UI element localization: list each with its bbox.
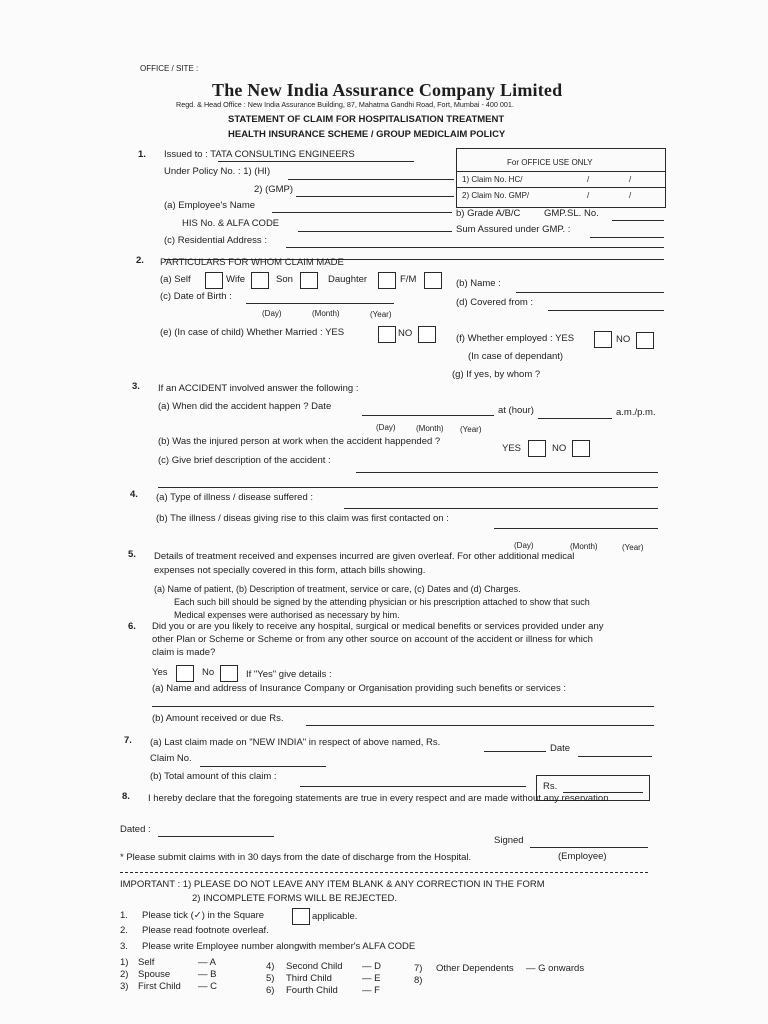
wife-checkbox[interactable] bbox=[251, 272, 269, 289]
illness-month: (Month) bbox=[570, 542, 598, 551]
dashed-separator bbox=[120, 872, 648, 873]
daughter-label: Daughter bbox=[328, 274, 368, 285]
claim-no-hc: 1) Claim No. HC/ bbox=[462, 175, 523, 184]
claim-no-label: Claim No. bbox=[150, 753, 192, 764]
illness-first-contacted-field[interactable] bbox=[494, 528, 658, 529]
accident-description-label: (c) Give brief description of the accident : bbox=[158, 455, 331, 466]
illness-year: (Year) bbox=[622, 543, 644, 552]
illness-type-label: (a) Type of illness / disease suffered : bbox=[156, 492, 314, 503]
note-2-number: 2. bbox=[120, 925, 128, 936]
employed-no-checkbox[interactable] bbox=[636, 332, 654, 349]
covered-from-label: (d) Covered from : bbox=[456, 297, 534, 308]
by-whom-label: (g) If yes, by whom ? bbox=[452, 369, 541, 380]
his-alfa-field[interactable] bbox=[298, 231, 452, 232]
dob-label: (c) Date of Birth : bbox=[160, 291, 232, 302]
total-claim-field[interactable] bbox=[300, 786, 526, 787]
code-3-label: First Child bbox=[138, 981, 181, 992]
covered-from-field[interactable] bbox=[548, 310, 664, 311]
note-2-text: Please read footnote overleaf. bbox=[142, 925, 269, 936]
note-1-number: 1. bbox=[120, 910, 128, 921]
code-2-label: Spouse bbox=[138, 969, 171, 980]
office-site-label: OFFICE / SITE : bbox=[140, 64, 199, 73]
gmp-slash-1: / bbox=[587, 191, 590, 200]
at-work-yes-label: YES bbox=[502, 443, 522, 454]
hc-slash-1: / bbox=[587, 175, 590, 184]
section-6-line-2: other Plan or Scheme or Scheme or from any other source on account of the accident or illness for which bbox=[152, 634, 593, 645]
benefits-no-checkbox[interactable] bbox=[220, 665, 238, 682]
claim-no-field[interactable] bbox=[200, 766, 326, 767]
section-5-line-1: Details of treatment received and expenses incurred are given overleaf. For other additional medical bbox=[154, 551, 575, 562]
code-1-number: 1) bbox=[120, 957, 129, 968]
fm-checkbox[interactable] bbox=[424, 272, 442, 289]
employed-label: (f) Whether employed : YES bbox=[456, 333, 575, 344]
last-claim-amount-field[interactable] bbox=[484, 751, 546, 752]
company-address: Regd. & Head Office : New India Assurance Building, 87, Mahatma Gandhi Road, Fort, Mumbai - 400 001. bbox=[176, 100, 514, 109]
at-work-yes-checkbox[interactable] bbox=[528, 440, 546, 457]
code-4-label: Second Child bbox=[286, 961, 343, 972]
illness-type-field[interactable] bbox=[344, 508, 658, 509]
at-work-no-label: NO bbox=[552, 443, 567, 454]
accident-description-field-1[interactable] bbox=[356, 472, 658, 473]
if-yes-label: If "Yes" give details : bbox=[246, 669, 332, 680]
accident-month: (Month) bbox=[416, 424, 444, 433]
residential-address-label: (c) Residential Address : bbox=[164, 235, 267, 246]
at-hour-label: at (hour) bbox=[498, 405, 534, 416]
illness-day: (Day) bbox=[514, 541, 534, 550]
code-2-letter: — B bbox=[198, 969, 217, 980]
self-checkbox[interactable] bbox=[205, 272, 223, 289]
note-1-square bbox=[292, 908, 310, 925]
wife-label: Wife bbox=[226, 274, 245, 285]
office-use-title: For OFFICE USE ONLY bbox=[507, 158, 593, 167]
residential-address-field-1[interactable] bbox=[286, 247, 664, 248]
name-label: (b) Name : bbox=[456, 278, 501, 289]
section-8-number: 8. bbox=[122, 791, 130, 802]
amount-received-field[interactable] bbox=[306, 725, 654, 726]
section-5-line-2: expenses not specially covered in this form, attach bills showing. bbox=[154, 565, 426, 576]
code-6-label: Fourth Child bbox=[286, 985, 338, 996]
office-divider-2 bbox=[457, 187, 665, 188]
code-3-number: 3) bbox=[120, 981, 129, 992]
code-6-number: 6) bbox=[266, 985, 275, 996]
important-line-2: 2) INCOMPLETE FORMS WILL BE REJECTED. bbox=[192, 893, 397, 904]
accident-year: (Year) bbox=[460, 425, 482, 434]
benefits-yes-label: Yes bbox=[152, 667, 168, 678]
code-5-number: 5) bbox=[266, 973, 275, 984]
section-2-heading: PARTICULARS FOR WHOM CLAIM MADE bbox=[160, 257, 344, 268]
name-field[interactable] bbox=[516, 292, 664, 293]
submit-note: * Please submit claims with in 30 days from the date of discharge from the Hospital. bbox=[120, 852, 472, 863]
code-1-letter: — A bbox=[198, 957, 216, 968]
policy-hi-field[interactable] bbox=[288, 179, 454, 180]
insurer-name-address-label: (a) Name and address of Insurance Company or Organisation providing such benefits or services : bbox=[152, 683, 566, 694]
code-4-letter: — D bbox=[362, 961, 381, 972]
section-6-line-3: claim is made? bbox=[152, 647, 216, 658]
daughter-checkbox[interactable] bbox=[378, 272, 396, 289]
policy-gmp-label: 2) (GMP) bbox=[254, 184, 294, 195]
gmp-sl-field[interactable] bbox=[612, 220, 664, 221]
total-claim-rs-label: Rs. bbox=[543, 781, 558, 792]
company-name: The New India Assurance Company Limited bbox=[212, 80, 563, 100]
dob-month: (Month) bbox=[312, 309, 340, 318]
hc-slash-2: / bbox=[629, 175, 632, 184]
section-3-heading: If an ACCIDENT involved answer the following : bbox=[158, 383, 359, 394]
married-no-checkbox[interactable] bbox=[418, 326, 436, 343]
last-claim-date-field[interactable] bbox=[578, 756, 652, 757]
sum-assured-field[interactable] bbox=[590, 237, 664, 238]
gmp-slash-2: / bbox=[629, 191, 632, 200]
code-4-number: 4) bbox=[266, 961, 275, 972]
code-5-label: Third Child bbox=[286, 973, 332, 984]
code-7-number: 7) bbox=[414, 963, 423, 974]
benefits-no-label: No bbox=[202, 667, 215, 678]
employee-label: (Employee) bbox=[558, 851, 607, 862]
son-checkbox[interactable] bbox=[300, 272, 318, 289]
section-7-number: 7. bbox=[124, 735, 132, 746]
amount-received-label: (b) Amount received or due Rs. bbox=[152, 713, 284, 724]
section-6-line-1: Did you or are you likely to receive any hospital, surgical or medical benefits or services provided under any bbox=[152, 621, 604, 632]
at-work-label: (b) Was the injured person at work when the accident happended ? bbox=[158, 436, 441, 447]
illness-first-contacted-label: (b) The illness / diseas giving rise to this claim was first contacted on : bbox=[156, 513, 449, 524]
important-line-1: IMPORTANT : 1) PLEASE DO NOT LEAVE ANY ITEM BLANK & ANY CORRECTION IN THE FORM bbox=[120, 879, 545, 890]
note-3-number: 3. bbox=[120, 941, 128, 952]
self-label: (a) Self bbox=[160, 274, 191, 285]
code-5-letter: — E bbox=[362, 973, 381, 984]
code-2-number: 2) bbox=[120, 969, 129, 980]
signed-label: Signed bbox=[494, 835, 524, 846]
accident-description-field-2[interactable] bbox=[158, 487, 658, 488]
accident-date-field[interactable] bbox=[362, 415, 494, 416]
policy-gmp-field[interactable] bbox=[296, 196, 454, 197]
form-title-2: HEALTH INSURANCE SCHEME / GROUP MEDICLAIM POLICY bbox=[228, 129, 506, 140]
at-work-no-checkbox[interactable] bbox=[572, 440, 590, 457]
code-6-letter: — F bbox=[362, 985, 380, 996]
section-5-number: 5. bbox=[128, 549, 136, 560]
last-claim-label: (a) Last claim made on "NEW INDIA" in respect of above named, Rs. bbox=[150, 737, 441, 748]
accident-hour-field[interactable] bbox=[538, 418, 612, 419]
married-no-label: NO bbox=[398, 328, 413, 339]
issued-to: Issued to : TATA CONSULTING ENGINEERS bbox=[164, 149, 355, 160]
employee-name-label: (a) Employee's Name bbox=[164, 200, 256, 211]
note-1-applicable: applicable. bbox=[312, 911, 358, 922]
claim-no-gmp: 2) Claim No. GMP/ bbox=[462, 191, 530, 200]
employee-name-field[interactable] bbox=[272, 212, 452, 213]
sum-assured-label: Sum Assured under GMP. : bbox=[456, 224, 571, 235]
gmp-sl-label: GMP.SL. No. bbox=[544, 208, 599, 219]
dated-label: Dated : bbox=[120, 824, 151, 835]
section-2-number: 2. bbox=[136, 255, 144, 266]
total-claim-label: (b) Total amount of this claim : bbox=[150, 771, 277, 782]
dob-field[interactable] bbox=[246, 303, 394, 304]
employed-no-label: NO bbox=[616, 334, 631, 345]
declaration-text: I hereby declare that the foregoing statements are true in every respect and are made without any reservation bbox=[148, 793, 609, 804]
fm-label: F/M bbox=[400, 274, 417, 285]
dated-field[interactable] bbox=[158, 836, 274, 837]
section-5-a-line-2: Each such bill should be signed by the attending physician or his prescription attached to show that such bbox=[174, 597, 590, 607]
dependant-note: (In case of dependant) bbox=[468, 351, 564, 362]
section-1-number: 1. bbox=[138, 149, 146, 160]
section-5-a-line-3: Medical expenses were authorised as necessary by him. bbox=[174, 610, 400, 620]
his-alfa-label: HIS No. & ALFA CODE bbox=[182, 218, 280, 229]
signature-field[interactable] bbox=[530, 847, 648, 848]
benefits-yes-checkbox[interactable] bbox=[176, 665, 194, 682]
form-title-1: STATEMENT OF CLAIM FOR HOSPITALISATION TREATMENT bbox=[228, 114, 505, 125]
note-3-text: Please write Employee number alongwith member's ALFA CODE bbox=[142, 941, 416, 952]
code-7-label: Other Dependents bbox=[436, 963, 514, 974]
employed-yes-checkbox[interactable] bbox=[594, 331, 612, 348]
office-use-box bbox=[456, 148, 666, 208]
note-1-text: Please tick (✓) in the Square bbox=[142, 910, 265, 921]
insurer-name-address-field[interactable] bbox=[152, 706, 654, 707]
dob-day: (Day) bbox=[262, 309, 282, 318]
policy-hi-label: Under Policy No. : 1) (HI) bbox=[164, 166, 271, 177]
section-6-number: 6. bbox=[128, 621, 136, 632]
married-yes-checkbox[interactable] bbox=[378, 326, 396, 343]
ampm-label: a.m./p.m. bbox=[616, 407, 656, 418]
dob-year: (Year) bbox=[370, 310, 392, 319]
grade-label: b) Grade A/B/C bbox=[456, 208, 521, 219]
code-1-label: Self bbox=[138, 957, 155, 968]
code-3-letter: — C bbox=[198, 981, 217, 992]
accident-date-label: (a) When did the accident happen ? Date bbox=[158, 401, 332, 412]
code-7-letter: — G onwards bbox=[526, 963, 585, 974]
section-3-number: 3. bbox=[132, 381, 140, 392]
section-5-a-line-1: (a) Name of patient, (b) Description of treatment, service or care, (c) Dates and (d) Charges. bbox=[154, 584, 521, 594]
son-label: Son bbox=[276, 274, 293, 285]
code-8-number: 8) bbox=[414, 975, 423, 986]
accident-day: (Day) bbox=[376, 423, 396, 432]
issued-underline bbox=[218, 161, 414, 162]
office-divider-1 bbox=[457, 171, 665, 172]
child-married-label: (e) (In case of child) Whether Married : YES bbox=[160, 327, 345, 338]
last-claim-date-label: Date bbox=[550, 743, 571, 754]
section-4-number: 4. bbox=[130, 489, 138, 500]
